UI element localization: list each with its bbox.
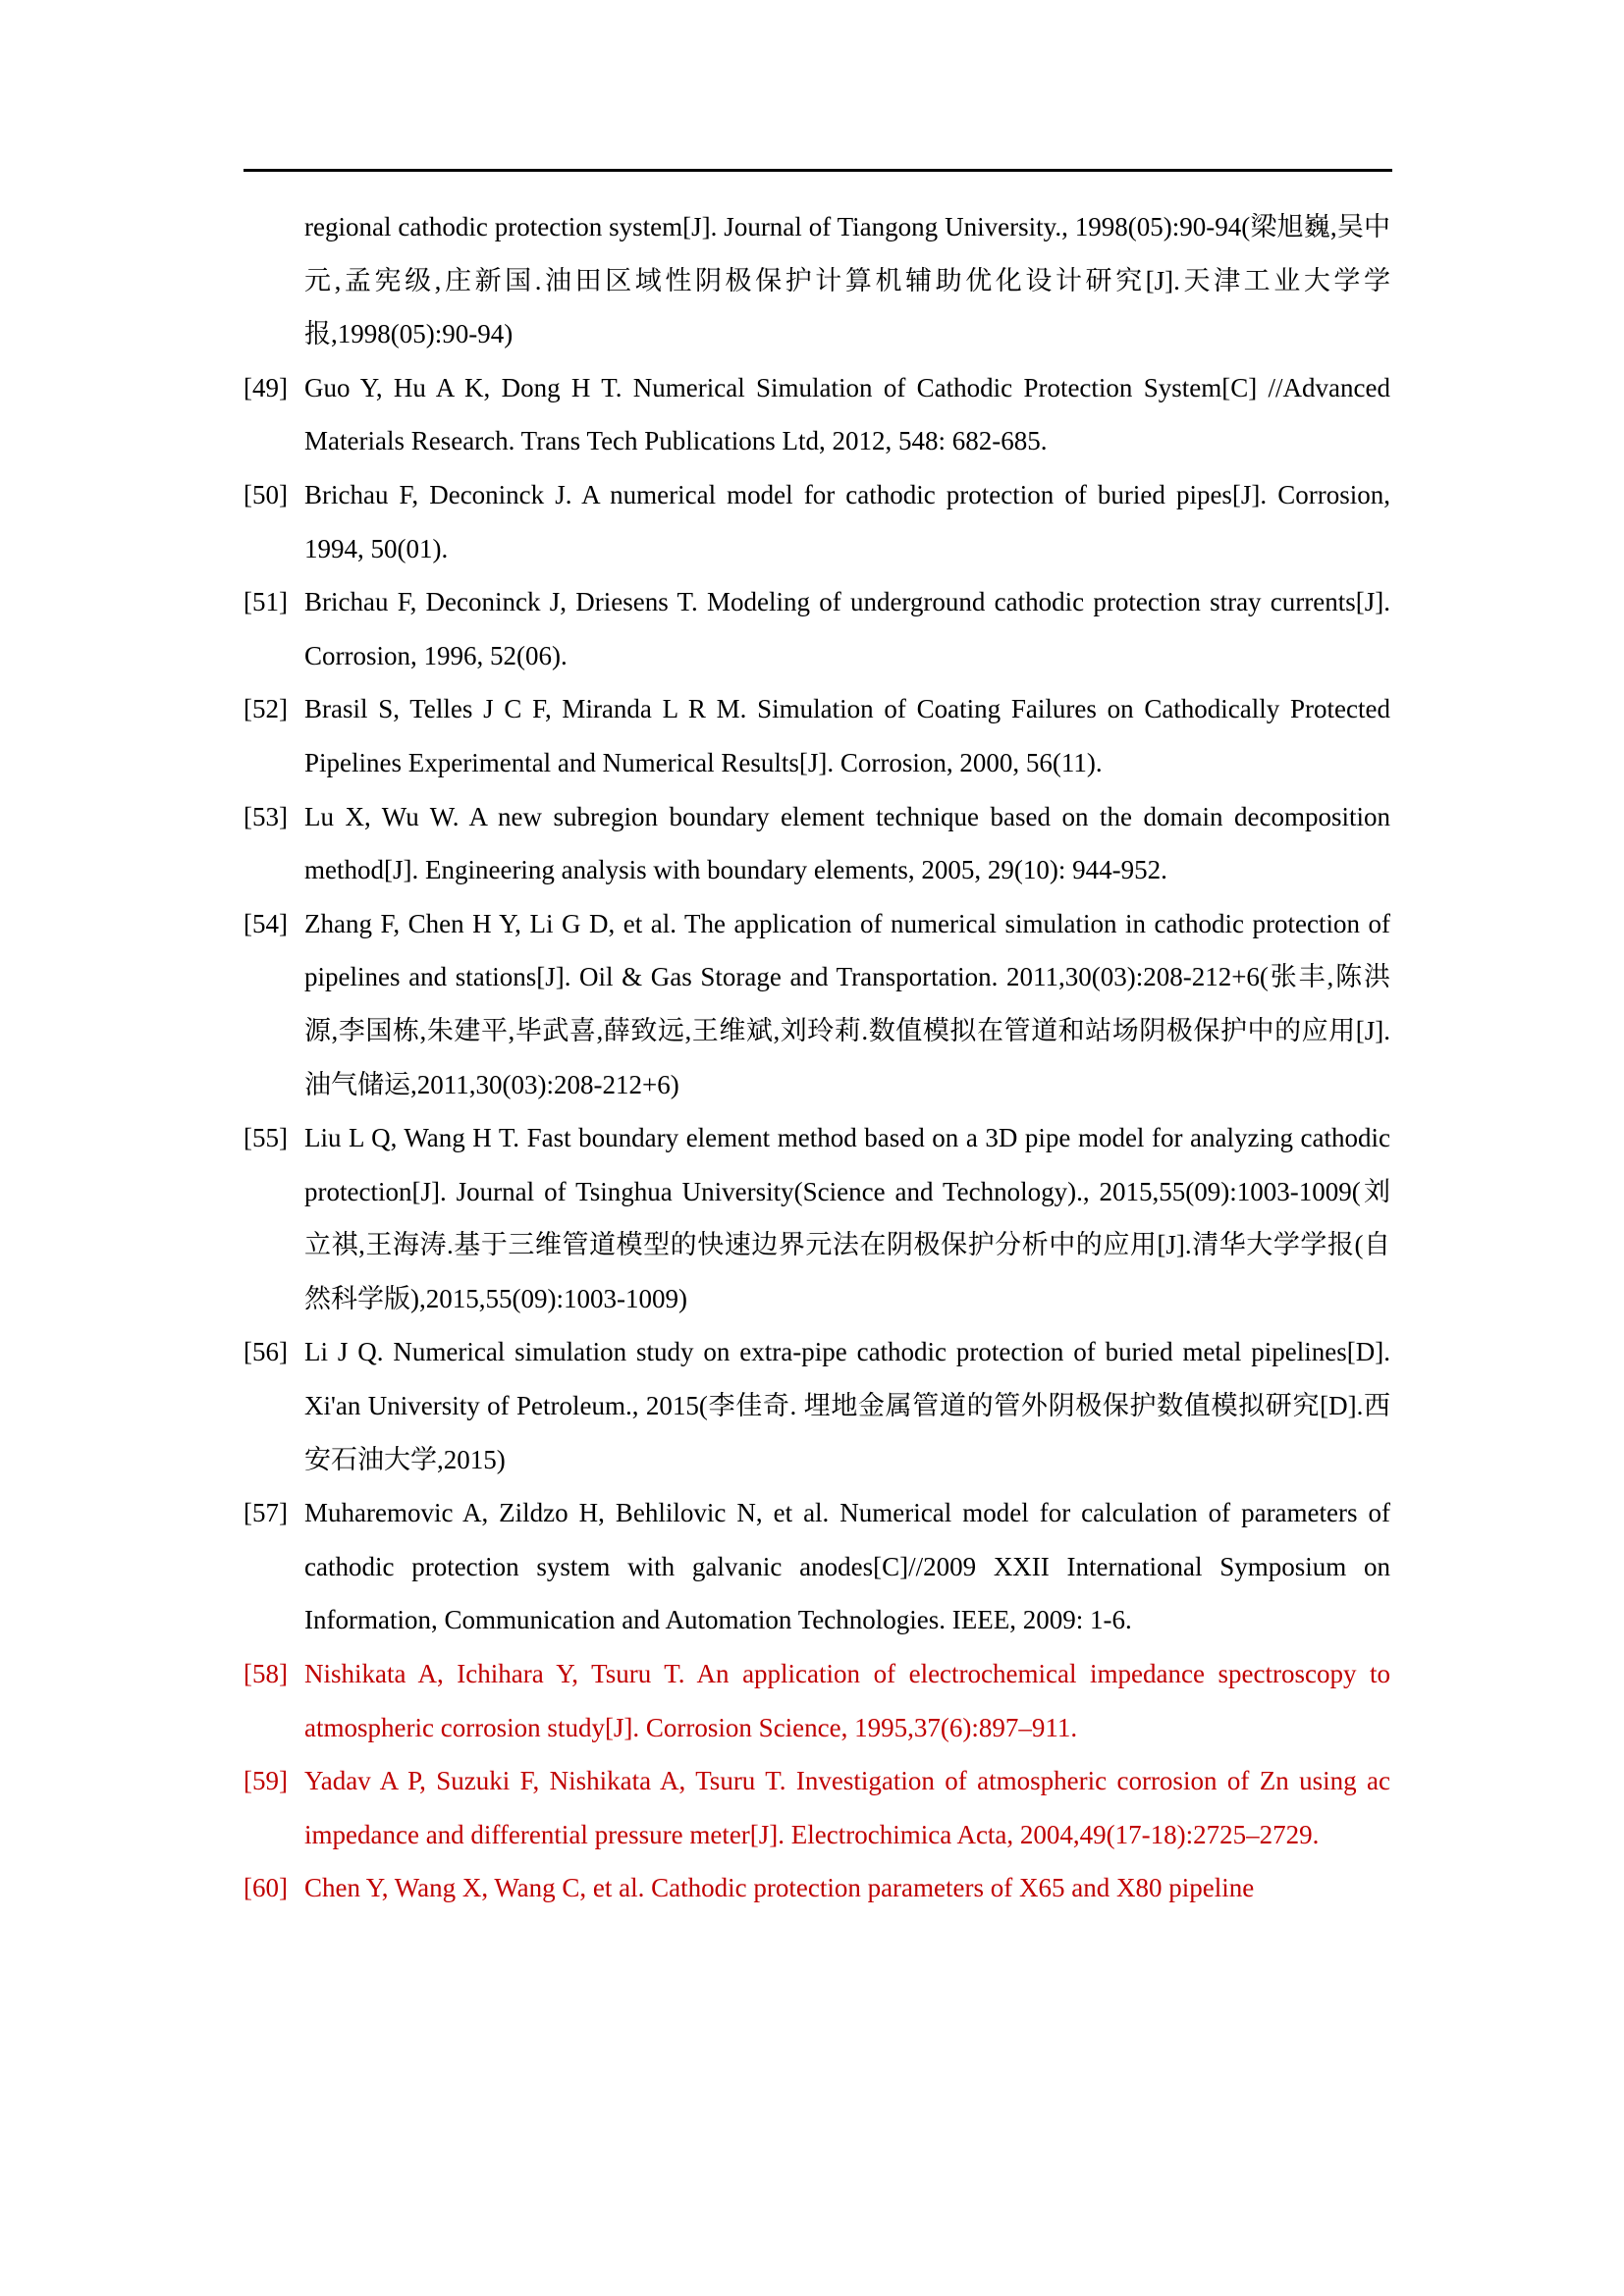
reference-item-highlighted [244, 1647, 1390, 1754]
reference-number: [50] [244, 479, 288, 509]
reference-text: Zhang F, Chen H Y, Li G D, et al. The application of numerical simulation in cathodic protection of pipelines and stations[J]. Oil & Gas Storage and Transportation. 2011,30(03):208-212+6(张丰,陈洪源,李国栋,朱建平,毕武喜,薛致远,王维斌,刘玲莉.数值模拟在管道和站场阴极保护中的应用[J].油气储运,2011,30(03):208-212+6) [304, 908, 1390, 1099]
reference-item [244, 575, 1390, 682]
reference-item [244, 1325, 1390, 1486]
reference-text: Brasil S, Telles J C F, Miranda L R M. Simulation of Coating Failures on Cathodically Protected Pipelines Experimental and Numerical Results[J]. Corrosion, 2000, 56(11). [304, 694, 1390, 777]
reference-item [244, 361, 1390, 468]
reference-item-highlighted [244, 1754, 1390, 1861]
reference-text: Liu L Q, Wang H T. Fast boundary element method based on a 3D pipe model for analyzing cathodic protection[J]. Journal of Tsinghua University(Science and Technology)., 2015,55(09):1003-1009(刘立祺,王海涛.基于三维管道模型的快速边界元法在阴极保护分析中的应用[J].清华大学学报(自然科学版),2015,55(09):1003-1009) [304, 1123, 1390, 1313]
reference-number: [52] [244, 694, 288, 724]
reference-number: [56] [244, 1337, 288, 1367]
reference-text: Chen Y, Wang X, Wang C, et al. Cathodic protection parameters of X65 and X80 pipeline [304, 1873, 1255, 1903]
reference-item [244, 1111, 1390, 1325]
header-rule [244, 169, 1392, 172]
reference-number: [57] [244, 1498, 288, 1528]
reference-text: Lu X, Wu W. A new subregion boundary element technique based on the domain decomposition method[J]. Engineering analysis with boundary elements, 2005, 29(10): 944-952. [304, 801, 1390, 885]
reference-item [244, 468, 1390, 575]
reference-item [244, 682, 1390, 789]
reference-text: Muharemovic A, Zildzo H, Behlilovic N, et al. Numerical model for calculation of parameters of cathodic protection system with galvanic anodes[C]//2009 XXII International Symposium on Information, Communication and Automation Technologies. IEEE, 2009: 1-6. [304, 1498, 1390, 1635]
reference-text: Yadav A P, Suzuki F, Nishikata A, Tsuru T. Investigation of atmospheric corrosion of Zn using ac impedance and differential pressure meter[J]. Electrochimica Acta, 2004,49(17-18):2725–2729. [304, 1766, 1390, 1849]
reference-item [244, 200, 1390, 361]
reference-number: [49] [244, 372, 288, 402]
reference-number: [60] [244, 1873, 288, 1903]
reference-number: [54] [244, 908, 288, 938]
reference-text: Nishikata A, Ichihara Y, Tsuru T. An application of electrochemical impedance spectroscopy to atmospheric corrosion study[J]. Corrosion Science, 1995,37(6):897–911. [304, 1659, 1390, 1742]
reference-number: [55] [244, 1123, 288, 1153]
reference-list [244, 200, 1390, 1915]
reference-item-highlighted [244, 1861, 1390, 1915]
reference-item [244, 790, 1390, 897]
reference-number: [58] [244, 1659, 288, 1689]
reference-text: Li J Q. Numerical simulation study on extra-pipe cathodic protection of buried metal pipelines[D]. Xi'an University of Petroleum., 2015(李佳奇. 埋地金属管道的管外阴极保护数值模拟研究[D].西安石油大学,2015) [304, 1337, 1390, 1474]
reference-item [244, 897, 1390, 1111]
reference-item [244, 1486, 1390, 1647]
reference-number: [59] [244, 1766, 288, 1796]
reference-text: regional cathodic protection system[J]. Journal of Tiangong University., 1998(05):90-94(梁旭巍,吴中元,孟宪级,庄新国.油田区域性阴极保护计算机辅助优化设计研究[J].天津工业大学学报,1998(05):90-94) [304, 212, 1390, 349]
reference-number: [51] [244, 587, 288, 617]
reference-text: Brichau F, Deconinck J. A numerical model for cathodic protection of buried pipes[J]. Corrosion, 1994, 50(01). [304, 479, 1390, 563]
reference-text: Guo Y, Hu A K, Dong H T. Numerical Simulation of Cathodic Protection System[C] //Advanced Materials Research. Trans Tech Publications Ltd, 2012, 548: 682-685. [304, 372, 1390, 456]
reference-text: Brichau F, Deconinck J, Driesens T. Modeling of underground cathodic protection stray currents[J]. Corrosion, 1996, 52(06). [304, 587, 1390, 670]
reference-number: [53] [244, 801, 288, 831]
